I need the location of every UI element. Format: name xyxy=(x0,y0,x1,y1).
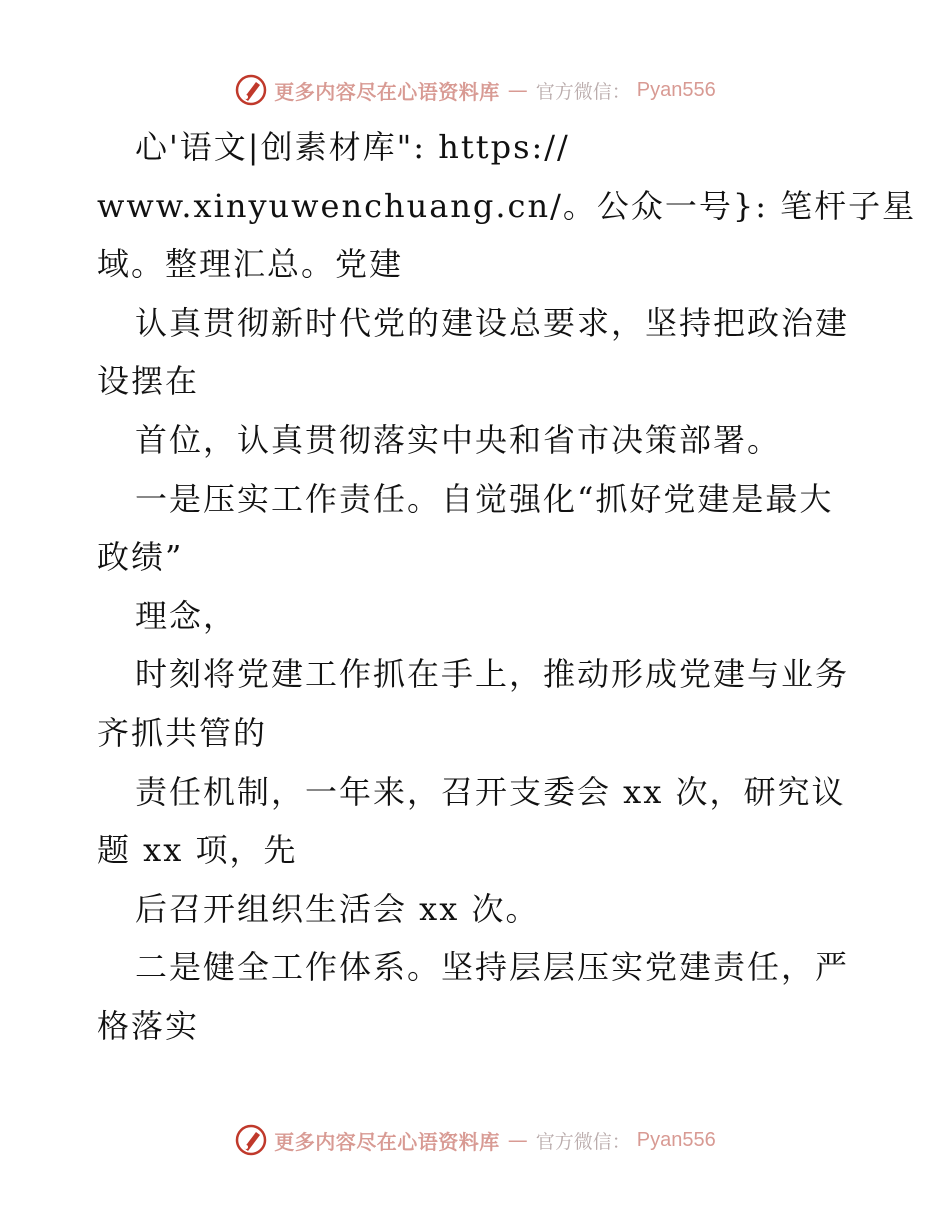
banner-wechat-id: Pyan556 xyxy=(636,1128,716,1151)
banner-title: 更多内容尽在心语资料库 xyxy=(274,1129,500,1154)
text-line: 时刻将党建工作抓在手上，推动形成党建与业务 xyxy=(135,655,850,694)
banner-wechat-id: Pyan556 xyxy=(636,78,716,101)
text-line: 政绩” xyxy=(97,538,184,577)
banner-official-label: 官方微信： xyxy=(535,1130,631,1153)
text-line: 首位，认真贯彻落实中央和省市决策部署。 xyxy=(135,420,782,459)
text-line: 认真贯彻新时代党的建设总要求，坚持把政治建 xyxy=(135,303,850,342)
pen-logo-icon xyxy=(234,73,268,107)
banner-dash: — xyxy=(507,1128,528,1152)
pen-logo-icon xyxy=(234,1123,268,1157)
text-line: 格落实 xyxy=(97,1006,200,1045)
text-line: www.xinyuwenchuang.cn/。公众一号}: 笔杆子星 xyxy=(97,186,917,225)
text-line: 齐抓共管的 xyxy=(97,713,268,752)
banner-title: 更多内容尽在心语资料库 xyxy=(274,79,500,104)
banner-dash: — xyxy=(507,78,528,102)
header-banner xyxy=(0,70,950,110)
banner-official-label: 官方微信： xyxy=(535,80,631,103)
text-line: 二是健全工作体系。坚持层层压实党建责任，严 xyxy=(135,948,850,987)
document-body xyxy=(97,118,917,1056)
text-line: 域。整理汇总。党建 xyxy=(97,245,404,284)
text-line: 设摆在 xyxy=(97,362,200,401)
text-line: 责任机制，一年来，召开支委会 xx 次，研究议 xyxy=(135,772,846,811)
text-line: 理念， xyxy=(135,596,238,635)
text-line: 心'语文|创素材库": https:// xyxy=(135,128,570,166)
text-line: 后召开组织生活会 xx 次。 xyxy=(135,889,540,928)
footer-banner xyxy=(0,1120,950,1160)
text-line: 一是压实工作责任。自觉强化“抓好党建是最大 xyxy=(135,479,834,518)
text-line: 题 xx 项，先 xyxy=(97,831,298,870)
